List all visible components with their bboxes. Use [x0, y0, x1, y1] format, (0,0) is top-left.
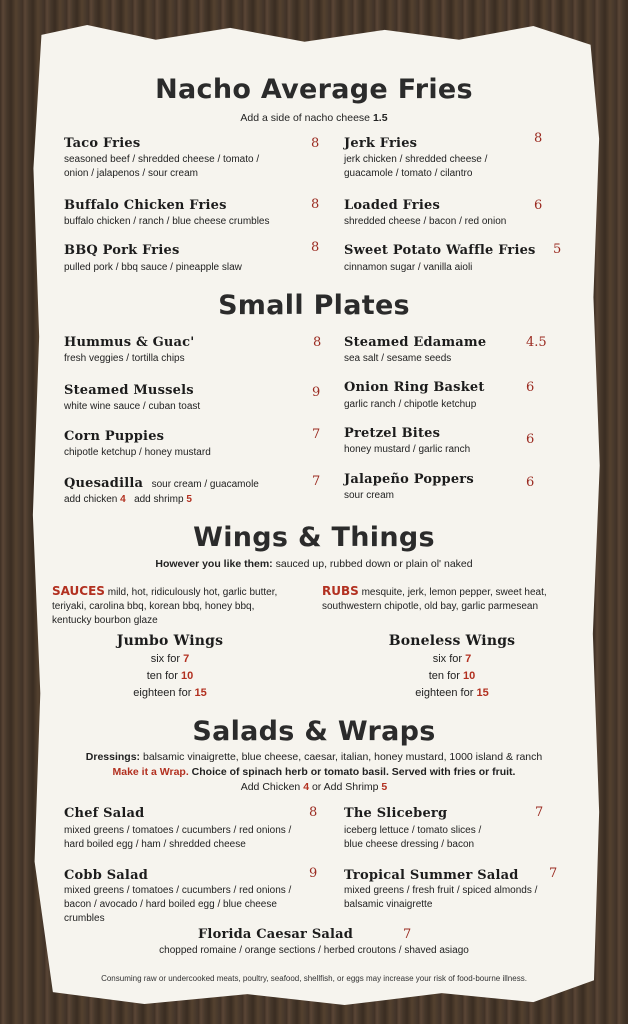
menu-item-name: Taco Fries: [64, 136, 141, 151]
menu-item-price: 9: [312, 385, 321, 400]
sauces-list: SAUCES mild, hot, ridiculously hot, garlic butter, teriyaki, carolina bbq, korean bbq, honey bbq, kentucky bourbon glaze: [52, 584, 278, 626]
menu-item-desc: honey mustard / garlic ranch: [344, 444, 471, 455]
menu-item-name: Steamed Mussels: [64, 383, 194, 398]
menu-item-price: 6: [526, 380, 535, 395]
menu-item-price: 6: [526, 432, 535, 447]
menu-item-desc: chopped romaine / orange sections / herbed croutons / shaved asiago: [159, 945, 469, 956]
menu-item-name: Tropical Summer Salad: [344, 868, 519, 883]
wrap-line: Make it a Wrap. Choice of spinach herb or tomato basil. Served with fries or fruit.: [112, 766, 516, 778]
menu-item-name: Florida Caesar Salad: [198, 927, 354, 942]
menu-item-desc: pulled pork / bbq sauce / pineapple slaw: [64, 262, 242, 273]
menu-item-price: 7: [403, 927, 412, 942]
menu-item-price: 5: [553, 242, 562, 257]
dressings-line: Dressings: balsamic vinaigrette, blue cheese, caesar, italian, honey mustard, 1000 island & ranch: [85, 751, 543, 763]
section-title-small-plates: Small Plates: [218, 290, 410, 321]
menu-item-desc: white wine sauce / cuban toast: [64, 401, 201, 412]
menu-item-name: Sweet Potato Waffle Fries: [344, 243, 536, 258]
menu-item-price: 7: [535, 805, 544, 820]
menu-item-name: The Sliceberg: [344, 806, 448, 821]
menu-item-name: Steamed Edamame: [344, 335, 487, 350]
wings-note: However you like them: sauced up, rubbed down or plain ol' naked: [155, 558, 473, 570]
food-safety-disclaimer: Consuming raw or undercooked meats, poultry, seafood, shellfish, or eggs may increase your risk of food-bourne illness.: [101, 974, 527, 983]
salad-addons: Add Chicken 4 or Add Shrimp 5: [240, 781, 388, 793]
menu-item-desc: jerk chicken / shredded cheese / guacamole / tomato / cilantro: [344, 154, 488, 179]
quesadilla-addons: add chicken 4 add shrimp 5: [64, 494, 192, 505]
menu-item-desc: iceberg lettuce / tomato slices / blue cheese dressing / bacon: [344, 825, 482, 850]
menu-item-price: 7: [312, 427, 321, 442]
menu-item-desc: chipotle ketchup / honey mustard: [64, 447, 211, 458]
menu-item-desc: seasoned beef / shredded cheese / tomato / onion / jalapenos / sour cream: [64, 154, 260, 179]
section-title-wings: Wings & Things: [193, 522, 435, 553]
menu-item-price: 8: [311, 240, 320, 255]
jumbo-wings-prices: six for 7 ten for 10 eighteen for 15: [133, 653, 207, 699]
menu-item-desc: garlic ranch / chipotle ketchup: [344, 399, 477, 410]
menu-item-desc: shredded cheese / bacon / red onion: [344, 216, 507, 227]
menu-item-name: Pretzel Bites: [344, 426, 441, 441]
menu-item-name: Jerk Fries: [344, 136, 418, 151]
menu-item-price: 7: [312, 474, 321, 489]
section-title-fries: Nacho Average Fries: [155, 74, 473, 105]
menu-item-name: Loaded Fries: [344, 198, 440, 213]
rubs-list: RUBS mesquite, jerk, lemon pepper, sweet heat, southwestern chipotle, old bay, garlic parmesean: [322, 584, 547, 612]
menu-item-name: Onion Ring Basket: [344, 380, 485, 395]
boneless-wings-prices: six for 7 ten for 10 eighteen for 15: [415, 653, 489, 699]
menu-item-price: 7: [549, 866, 558, 881]
menu-item-name: Buffalo Chicken Fries: [64, 198, 227, 213]
menu-item-name: Corn Puppies: [64, 429, 165, 444]
menu-item-price: 6: [534, 198, 543, 213]
menu-item-desc: buffalo chicken / ranch / blue cheese crumbles: [64, 216, 270, 227]
jumbo-wings-title: Jumbo Wings: [116, 633, 224, 649]
menu-item-desc: mixed greens / tomatoes / cucumbers / red onions / hard boiled egg / ham / shredded cheese: [64, 825, 292, 850]
menu-item-price: 4.5: [526, 335, 547, 350]
menu-item-price: 8: [313, 335, 322, 350]
quesadilla-line: Quesadilla sour cream / guacamole: [64, 476, 259, 491]
menu-item-desc: mixed greens / fresh fruit / spiced almonds / balsamic vinaigrette: [344, 885, 538, 910]
boneless-wings-title: Boneless Wings: [388, 633, 516, 649]
menu-item-price: 8: [311, 197, 320, 212]
menu-item-desc: fresh veggies / tortilla chips: [64, 353, 185, 364]
menu-item-name: Jalapeño Poppers: [344, 472, 474, 487]
menu-item-price: 8: [309, 805, 318, 820]
nacho-cheese-note: Add a side of nacho cheese 1.5: [240, 112, 388, 124]
section-title-salads: Salads & Wraps: [192, 716, 436, 747]
menu-item-price: 9: [309, 866, 318, 881]
menu-item-price: 8: [311, 136, 320, 151]
menu-item-name: Hummus & Guac': [64, 335, 195, 350]
menu-item-desc: sea salt / sesame seeds: [344, 353, 452, 364]
menu-item-name: Cobb Salad: [64, 868, 148, 883]
menu-item-name: Chef Salad: [64, 806, 145, 821]
menu-item-price: 8: [534, 131, 543, 146]
menu-item-price: 6: [526, 475, 535, 490]
menu-item-name: BBQ Pork Fries: [64, 243, 180, 258]
menu-item-desc: cinnamon sugar / vanilla aioli: [344, 262, 473, 273]
menu-item-desc: sour cream: [344, 490, 395, 501]
menu-item-desc: mixed greens / tomatoes / cucumbers / red onions / bacon / avocado / hard boiled egg / blue cheese crumbles: [64, 885, 292, 924]
